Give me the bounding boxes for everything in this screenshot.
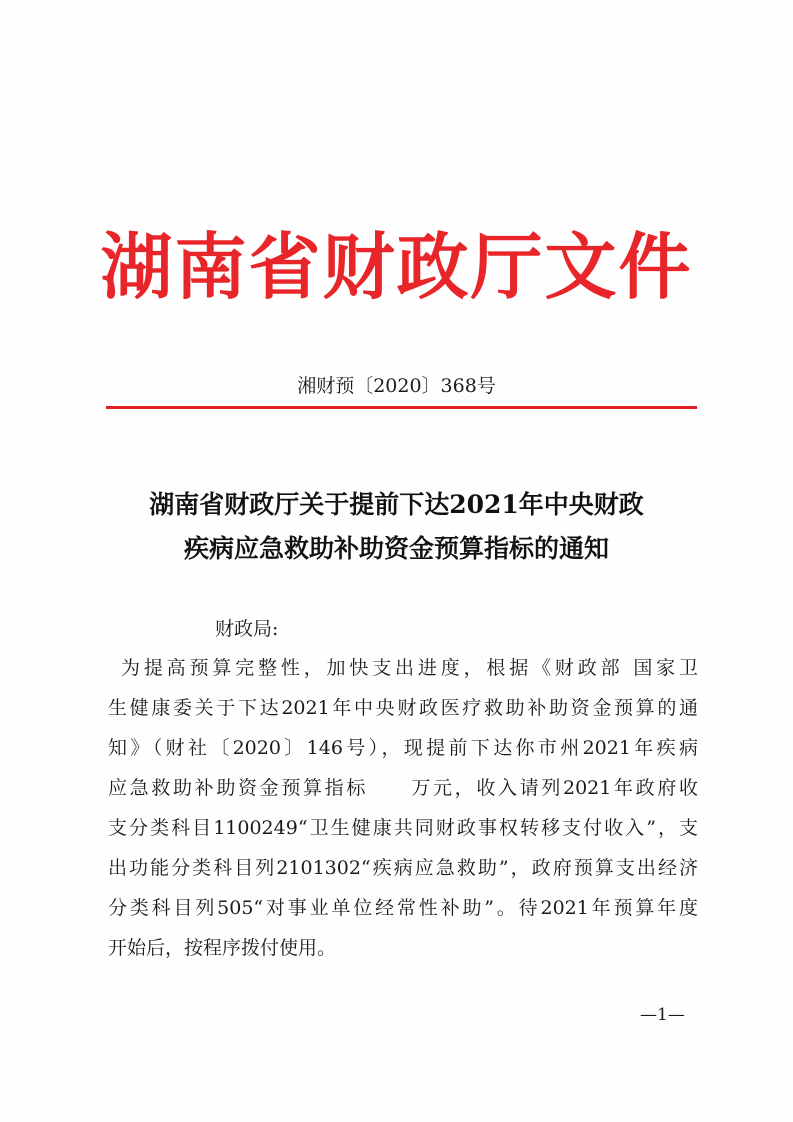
body-paragraph [108,648,698,968]
document-number: 湘财预〔2020〕368号 [297,375,496,397]
document-title-line-1: 湖南省财政厅关于提前下达2021年中央财政 [149,490,644,519]
body-line: 应急救助补助资金预算指标 万元，收入请列2021年政府收 [108,777,698,799]
body-line: 开始后，按程序拨付使用。 [108,937,337,959]
body-line: 为提高预算完整性，加快支出进度，根据《财政部 国家卫 [121,657,698,679]
page-number: —1— [640,1005,685,1025]
body-line: 分类科目列505“对事业单位经常性补助”。待2021年预算年度 [108,897,698,919]
document-title [0,483,793,571]
masthead-title: 湖南省财政厅文件 [100,225,693,309]
body-line: 出功能分类科目列2101302“疾病应急救助”，政府预算支出经济 [108,857,698,879]
body-line: 知》（财社〔2020〕146号），现提前下达你市州2021年疾病 [108,737,698,759]
document-title-line-2: 疾病应急救助补助资金预算指标的通知 [183,534,609,563]
red-separator-rule [106,406,697,409]
body-line: 生健康委关于下达2021年中央财政医疗救助补助资金预算的通 [108,697,698,719]
recipient-line: 财政局: [215,618,279,640]
body-line: 支分类科目1100249“卫生健康共同财政事权转移支付收入”，支 [108,817,698,839]
